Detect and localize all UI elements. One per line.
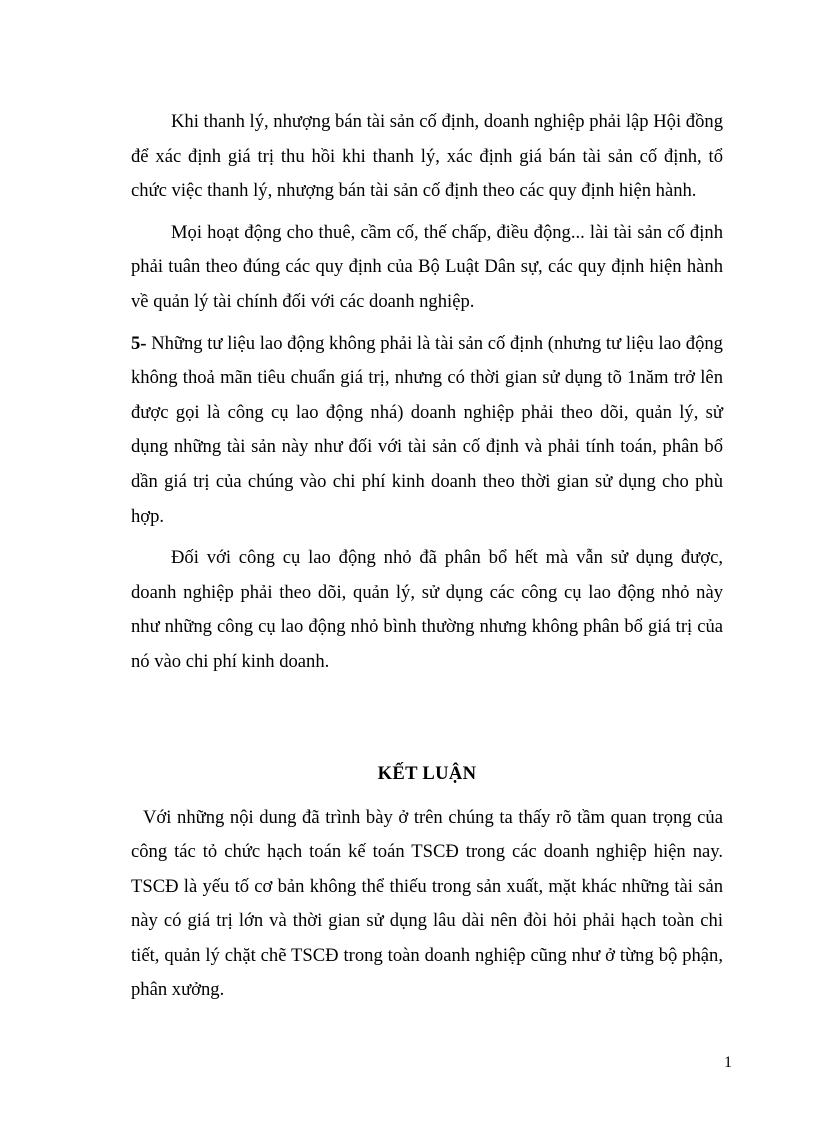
conclusion-heading: KẾT LUẬN [377,762,477,784]
page-content [131,105,723,1008]
page-number: 1 [724,1054,732,1071]
paragraph-leasing: Mọi hoạt động cho thuê, cầm cố, thế chấp, điều động... lài tài sản cố định phải tuân theo đúng các quy định của Bộ Luật Dân sự, các quy định hiện hành về quản lý tài chính đối với các doanh nghiệp. [131,221,723,312]
item-5-text: Những tư liệu lao động không phải là tài sản cố định (nhưng tư liệu lao động không thoả mãn tiêu chuẩn giá trị, nhưng có thời gian sử dụng tõ 1năm trở lên được gọi là công cụ lao động nhá) doanh nghiệp phải theo dõi, quản lý, sử dụng những tài sản này như đối với tài sản cố định và phải tính toán, phân bổ dần giá trị của chúng vào chi phí kinh doanh theo thời gian sử dụng cho phù hợp. [131,332,723,527]
item-number: 5- [131,332,147,354]
paragraph-small-tools: Đối với công cụ lao động nhỏ đã phân bổ hết mà vẫn sử dụng được, doanh nghiệp phải theo dõi, quản lý, sử dụng các công cụ lao động nhỏ này như những công cụ lao động nhỏ bình thường nhưng không phân bổ giá trị của nó vào chi phí kinh doanh. [131,547,723,672]
paragraph-conclusion: Với những nội dung đã trình bày ở trên chúng ta thấy rõ tầm quan trọng của công tác tỏ chức hạch toán kế toán TSCĐ trong các doanh nghiệp hiện nay. TSCĐ là yếu tố cơ bản không thể thiếu trong sản xuất, mặt khác những tài sản này có giá trị lớn và thời gian sử dụng lâu dài nên đòi hỏi phải hạch toàn chi tiết, quản lý chặt chẽ TSCĐ trong toàn doanh nghiệp cũng như ở từng bộ phận, phân xưởng. [131,806,723,1001]
paragraph-item-5 [131,327,723,535]
paragraph-liquidation: Khi thanh lý, nhượng bán tài sản cố định, doanh nghiệp phải lập Hội đồng để xác định giá trị thu hồi khi thanh lý, xác định giá bán tài sản cố định, tổ chức việc thanh lý, nhượng bán tài sản cố định theo các quy định hiện hành. [131,111,723,202]
